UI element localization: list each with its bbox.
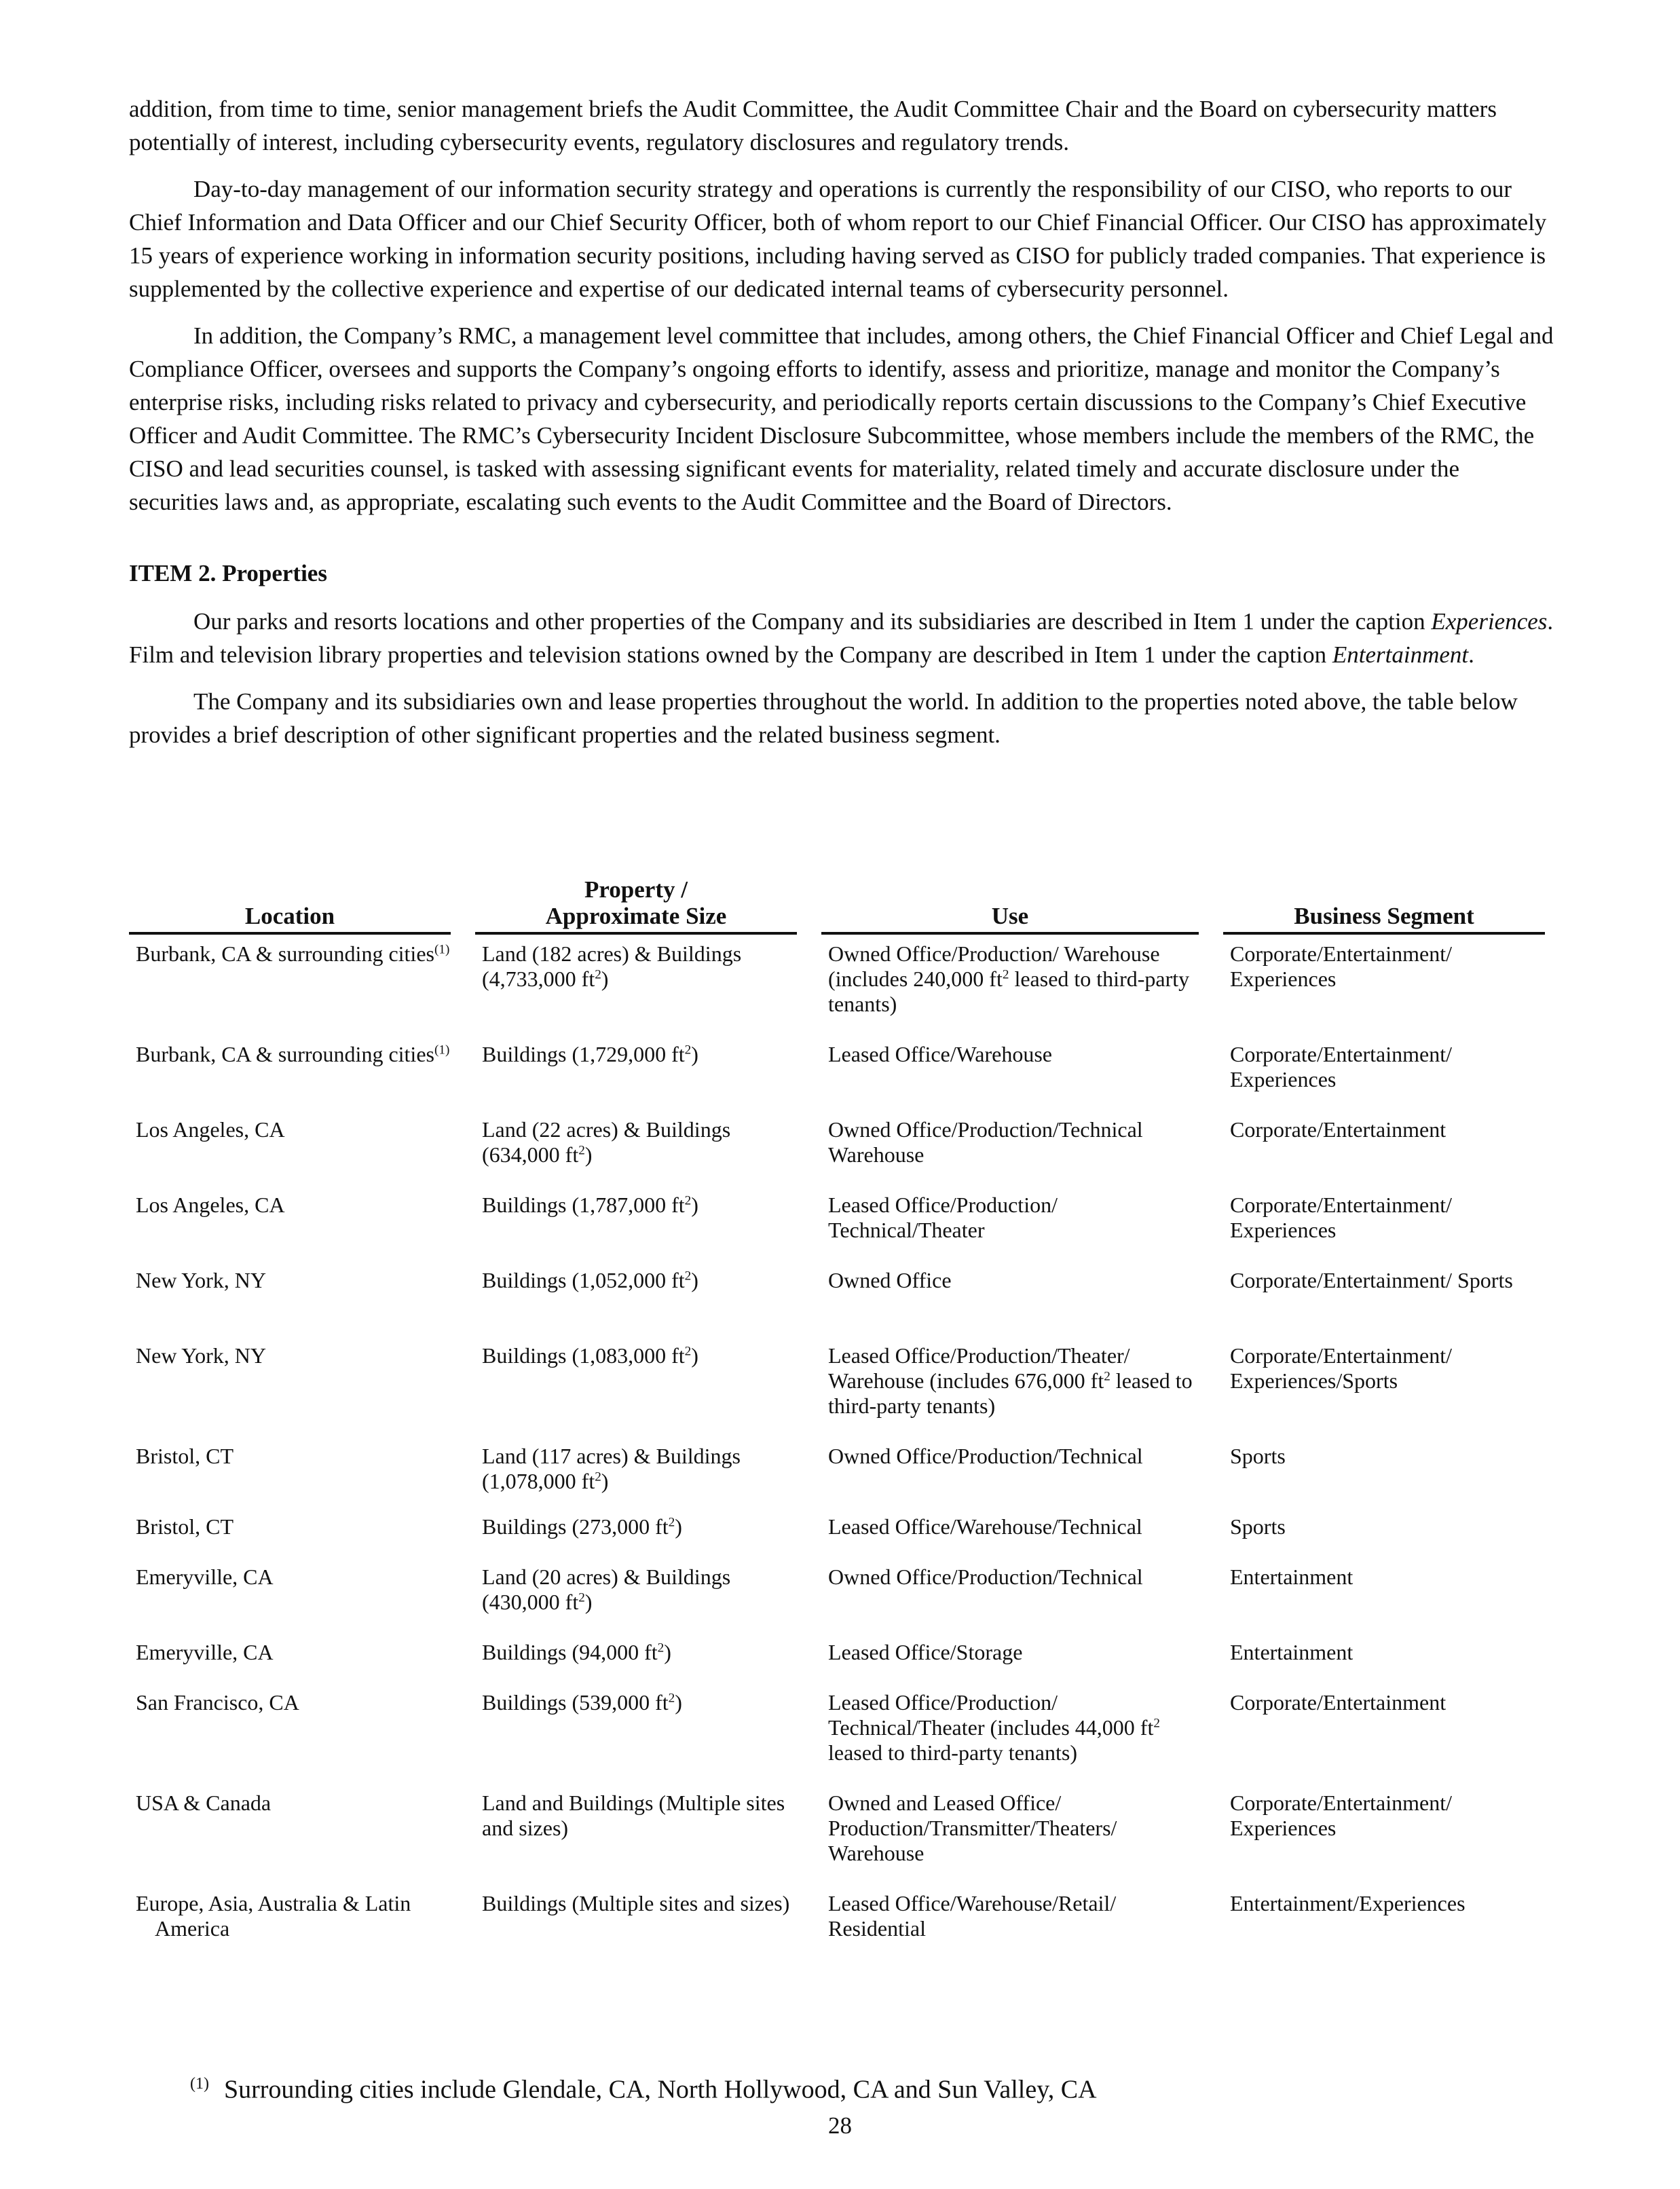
cell-location <box>129 1261 451 1336</box>
location-text: Bristol, CT <box>136 1514 234 1539</box>
header-use: Use <box>821 876 1199 935</box>
document-page <box>129 92 1554 2104</box>
paragraph-rmc-oversight: In addition, the Company’s RMC, a management level committee that includes, among others, the Chief Financial Officer and Chief Legal and Compliance Officer, oversees and supports the Company’s ongoing efforts to identify, assess and prioritize, manage and monitor the Company’s enterprise risks, including risks related to privacy and cybersecurity, and periodically reports certain discussions to the Company’s Chief Executive Officer and Audit Committee. The RMC’s Cybersecurity Incident Disclosure Subcommittee, whose members include the members of the RMC, the CISO and lead securities counsel, is tasked with assessing significant events for materiality, related timely and accurate disclosure under the securities laws and, as appropriate, escalating such events to the Audit Committee and the Board of Directors. <box>129 322 1554 515</box>
location-text: Los Angeles, CA <box>136 1117 285 1142</box>
squared-mark: 2 <box>1153 1716 1160 1731</box>
table-row <box>129 1884 1545 1941</box>
squared-mark: 2 <box>578 1590 585 1605</box>
cell-location <box>129 1683 451 1784</box>
size-text-end: ) <box>601 1469 609 1493</box>
paragraph-properties-table-intro: The Company and its subsidiaries own and lease properties throughout the world. In addition to the properties noted above, the table below provides a brief description of other significant properties and the related business segment. <box>129 688 1518 748</box>
use-text: Leased Office/Storage <box>828 1640 1023 1664</box>
cell-location <box>129 1508 451 1558</box>
table-row <box>129 1683 1545 1784</box>
cell-use <box>821 1784 1199 1884</box>
squared-mark: 2 <box>657 1641 665 1655</box>
cell-location <box>129 1558 451 1633</box>
cell-business-segment: Corporate/Entertainment/ Experiences <box>1230 1042 1452 1091</box>
use-text: Owned Office/Production/Technical <box>828 1444 1143 1468</box>
table-row <box>129 1437 1545 1508</box>
cell-property-size <box>475 1261 797 1336</box>
cell-business-segment: Sports <box>1230 1444 1286 1468</box>
cell-use <box>821 1558 1199 1633</box>
use-text-end: leased to third-party tenants) <box>828 967 1190 1016</box>
cell-property-size <box>475 1633 797 1683</box>
location-text: USA & Canada <box>136 1791 272 1815</box>
location-text: Burbank, CA & surrounding cities <box>136 941 434 966</box>
cell-business-segment: Corporate/Entertainment/ Experiences <box>1230 941 1452 991</box>
squared-mark: 2 <box>684 1344 692 1359</box>
table-body <box>129 935 1545 1941</box>
squared-mark: 2 <box>684 1193 692 1208</box>
cell-property-size <box>475 1683 797 1784</box>
use-text: Leased Office/Production/ Technical/Theater (includes 44,000 ft <box>828 1690 1154 1740</box>
size-text-end: ) <box>691 1343 698 1368</box>
size-text: Buildings (1,083,000 ft <box>482 1343 685 1368</box>
cell-business-segment: Corporate/Entertainment/ Experiences <box>1230 1791 1452 1840</box>
paragraph-properties-intro <box>129 605 1554 671</box>
footnote-text: Surrounding cities include Glendale, CA, North Hollywood, CA and Sun Valley, CA <box>223 2075 1097 2104</box>
footnote-reference: (1) <box>434 942 450 957</box>
size-text-end: ) <box>584 1590 593 1614</box>
cell-property-size <box>475 1884 797 1941</box>
size-text: Buildings (273,000 ft <box>482 1514 669 1539</box>
header-location: Location <box>129 876 451 935</box>
cell-property-size <box>475 1784 797 1884</box>
cell-property-size <box>475 1186 797 1261</box>
use-text: Owned Office <box>828 1268 952 1292</box>
text-run: Our parks and resorts locations and other properties of the Company and its subsidiaries are described in Item 1 under the caption <box>193 608 1432 635</box>
size-text: Buildings (Multiple sites and sizes) <box>482 1891 790 1915</box>
squared-mark: 2 <box>684 1043 692 1058</box>
squared-mark: 2 <box>684 1269 692 1284</box>
size-text: Land and Buildings (Multiple sites and sizes) <box>482 1791 785 1840</box>
use-text: Leased Office/Warehouse <box>828 1042 1052 1066</box>
squared-mark: 2 <box>595 1470 601 1484</box>
cell-business-segment: Corporate/Entertainment/ Experiences <box>1230 1193 1452 1242</box>
size-text-end: ) <box>691 1268 698 1292</box>
cell-property-size <box>475 1508 797 1558</box>
cell-business-segment: Sports <box>1230 1514 1286 1539</box>
location-text: San Francisco, CA <box>136 1690 299 1715</box>
size-text-end: ) <box>664 1640 671 1664</box>
location-text: New York, NY <box>136 1268 267 1292</box>
size-text: Buildings (1,787,000 ft <box>482 1193 685 1217</box>
size-text-end: ) <box>691 1193 698 1217</box>
use-text: Leased Office/Production/Theater/ Warehouse (includes 676,000 ft <box>828 1343 1130 1393</box>
location-text: Bristol, CT <box>136 1444 234 1468</box>
cell-use <box>821 1884 1199 1941</box>
size-text: Land (117 acres) & Buildings (1,078,000 ft <box>482 1444 741 1493</box>
page-number: 28 <box>828 2112 852 2139</box>
cell-location <box>129 935 451 1035</box>
cell-property-size <box>475 1110 797 1186</box>
use-text-end: leased to third-party tenants) <box>828 1368 1193 1418</box>
cell-location <box>129 1186 451 1261</box>
size-text: Buildings (1,729,000 ft <box>482 1042 685 1066</box>
cell-use <box>821 1633 1199 1683</box>
size-text: Buildings (94,000 ft <box>482 1640 658 1664</box>
text-run: . Film and television library properties and television stations owned by the Company are described in Item 1 under the caption <box>129 608 1554 668</box>
use-text: Leased Office/Warehouse/Retail/ Residential <box>828 1891 1117 1941</box>
size-text: Land (182 acres) & Buildings (4,733,000 ft <box>482 941 742 991</box>
use-text: Owned Office/Production/Technical Warehouse <box>828 1117 1143 1167</box>
squared-mark: 2 <box>668 1691 675 1706</box>
cell-use <box>821 1110 1199 1186</box>
use-text: Owned Office/Production/Technical <box>828 1565 1143 1589</box>
table-row <box>129 1508 1545 1558</box>
cell-location <box>129 1633 451 1683</box>
cell-use <box>821 1035 1199 1110</box>
properties-table <box>129 876 1545 1941</box>
use-text: Leased Office/Production/ Technical/Theater <box>828 1193 1058 1242</box>
cell-business-segment: Corporate/Entertainment/ Sports <box>1230 1268 1513 1292</box>
text-run: . <box>1468 641 1474 668</box>
cell-business-segment: Entertainment <box>1230 1640 1354 1664</box>
footnote-reference: (1) <box>434 1043 450 1058</box>
footnote-mark: (1) <box>190 2075 209 2093</box>
size-text-end: ) <box>675 1690 682 1715</box>
cell-business-segment: Corporate/Entertainment <box>1230 1117 1446 1142</box>
squared-mark: 2 <box>1002 967 1009 982</box>
cell-use <box>821 1261 1199 1336</box>
location-text: Burbank, CA & surrounding cities <box>136 1042 434 1066</box>
caption-entertainment: Entertainment <box>1332 641 1469 668</box>
header-property-line1: Property / <box>584 876 688 903</box>
header-property-size <box>475 876 797 935</box>
table-row <box>129 1558 1545 1633</box>
table-header-row <box>129 876 1545 935</box>
location-text: New York, NY <box>136 1343 267 1368</box>
table-row <box>129 935 1545 1035</box>
location-text: Europe, Asia, Australia & Latin America <box>136 1891 411 1941</box>
cell-use <box>821 1508 1199 1558</box>
table-row <box>129 1336 1545 1437</box>
size-text-end: ) <box>584 1142 593 1167</box>
cell-location <box>129 1437 451 1508</box>
use-text: Owned Office/Production/ Warehouse (includes 240,000 ft <box>828 941 1160 991</box>
size-text: Land (20 acres) & Buildings (430,000 ft <box>482 1565 731 1614</box>
use-text: Leased Office/Warehouse/Technical <box>828 1514 1142 1539</box>
table-row <box>129 1261 1545 1336</box>
cell-use <box>821 1336 1199 1437</box>
cell-location <box>129 1884 451 1941</box>
location-text: Emeryville, CA <box>136 1565 274 1589</box>
squared-mark: 2 <box>1104 1369 1110 1384</box>
table-row <box>129 1035 1545 1110</box>
cell-location <box>129 1784 451 1884</box>
cell-location <box>129 1336 451 1437</box>
paragraph-ciso-responsibility: Day-to-day management of our information security strategy and operations is currently the responsibility of our CISO, who reports to our Chief Information and Data Officer and our Chief Security Officer, both of whom report to our Chief Financial Officer. Our CISO has approximately 15 years of experience working in information security positions, including having served as CISO for publicly traded companies. That experience is supplemented by the collective experience and expertise of our dedicated internal teams of cybersecurity personnel. <box>129 176 1547 302</box>
squared-mark: 2 <box>668 1515 675 1530</box>
use-text-end: leased to third-party tenants) <box>828 1740 1077 1765</box>
cell-use <box>821 1437 1199 1508</box>
squared-mark: 2 <box>578 1143 585 1158</box>
cell-use <box>821 935 1199 1035</box>
table-row <box>129 1186 1545 1261</box>
cell-location <box>129 1035 451 1110</box>
cell-property-size <box>475 935 797 1035</box>
size-text-end: ) <box>601 967 609 991</box>
size-text-end: ) <box>691 1042 698 1066</box>
cell-business-segment: Entertainment <box>1230 1565 1354 1589</box>
table-row <box>129 1110 1545 1186</box>
paragraph-audit-briefings: addition, from time to time, senior management briefs the Audit Committee, the Audit Committee Chair and the Board on cybersecurity matters potentially of interest, including cybersecurity events, regulatory disclosures and regulatory trends. <box>129 96 1497 155</box>
header-business-segment: Business Segment <box>1223 876 1545 935</box>
table-row <box>129 1633 1545 1683</box>
table-row <box>129 1784 1545 1884</box>
cell-business-segment: Corporate/Entertainment/ Experiences/Sports <box>1230 1343 1452 1393</box>
location-text: Emeryville, CA <box>136 1640 274 1664</box>
size-text: Land (22 acres) & Buildings (634,000 ft <box>482 1117 731 1167</box>
cell-business-segment: Corporate/Entertainment <box>1230 1690 1446 1715</box>
cell-business-segment: Entertainment/Experiences <box>1230 1891 1466 1915</box>
location-text: Los Angeles, CA <box>136 1193 285 1217</box>
caption-experiences: Experiences <box>1431 608 1548 635</box>
cell-property-size <box>475 1558 797 1633</box>
cell-property-size <box>475 1437 797 1508</box>
use-text: Owned and Leased Office/ Production/Transmitter/Theaters/ Warehouse <box>828 1791 1117 1865</box>
squared-mark: 2 <box>595 967 601 982</box>
cell-property-size <box>475 1336 797 1437</box>
footnote <box>190 2069 1097 2105</box>
size-text: Buildings (539,000 ft <box>482 1690 669 1715</box>
cell-location <box>129 1110 451 1186</box>
size-text-end: ) <box>675 1514 682 1539</box>
header-property-line2: Approximate Size <box>545 903 727 929</box>
size-text: Buildings (1,052,000 ft <box>482 1268 685 1292</box>
cell-use <box>821 1683 1199 1784</box>
item-2-heading: ITEM 2. Properties <box>129 560 327 586</box>
cell-property-size <box>475 1035 797 1110</box>
cell-use <box>821 1186 1199 1261</box>
